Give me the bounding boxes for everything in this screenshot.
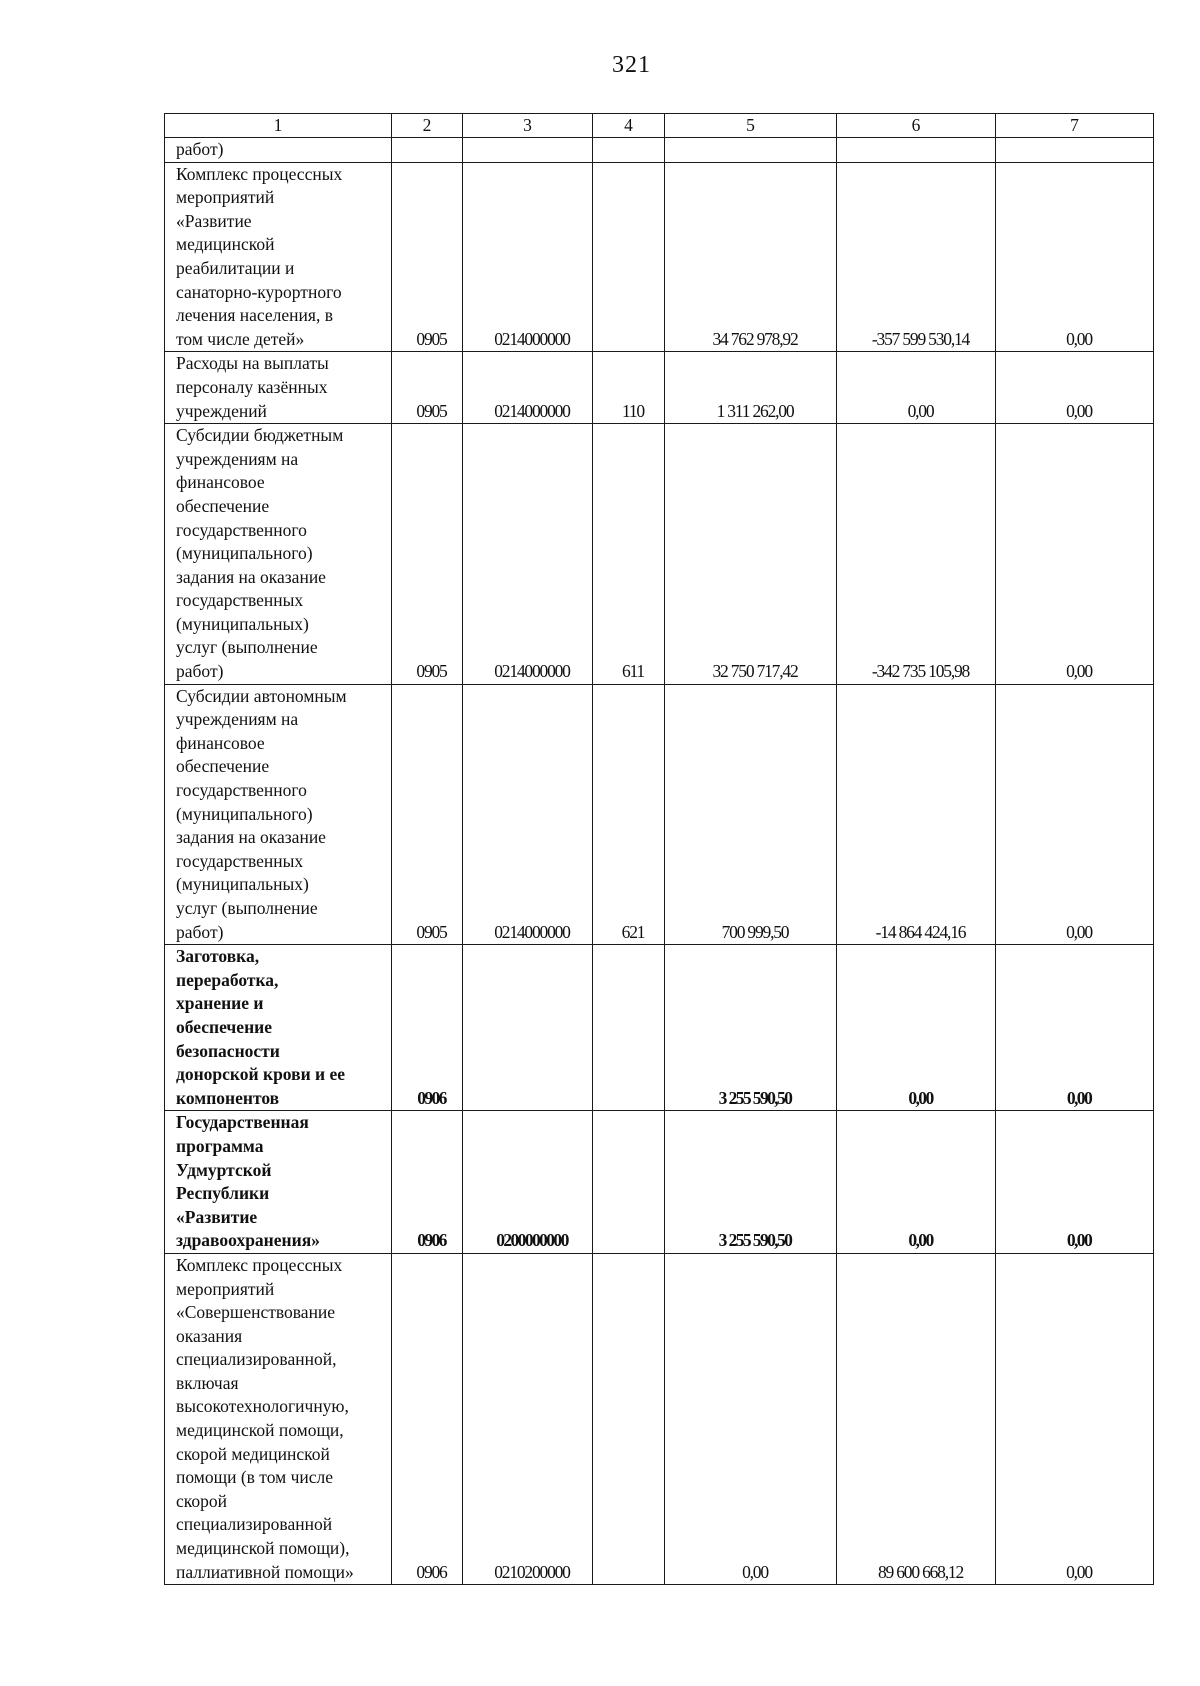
value-cell-c2: [392, 138, 463, 163]
value-cell-c5: 34 762 978,92: [665, 162, 837, 352]
row-name-cell: Субсидии автономным учреждениям на финансовое обеспечение государственного (муниципального) задания на оказание государственных (муниципальных) услуг (выполнение работ): [165, 684, 392, 945]
value-cell-c6: 0,00: [837, 352, 996, 424]
value-cell-c4: [593, 138, 665, 163]
value-cell-c7: 0,00: [996, 352, 1154, 424]
value-cell-c7: 0,00: [996, 162, 1154, 352]
value-cell-c5: [665, 138, 837, 163]
value-cell-c4: 621: [593, 684, 665, 945]
value-cell-c5: 3 255 590,50: [665, 1111, 837, 1254]
column-header: 2: [392, 114, 463, 138]
value-cell-c6: 0,00: [837, 945, 996, 1111]
value-cell-c4: [593, 162, 665, 352]
value-cell-c3: 0214000000: [463, 684, 593, 945]
value-cell-c6: -357 599 530,14: [837, 162, 996, 352]
table-row: [165, 138, 1154, 163]
value-cell-c5: 700 999,50: [665, 684, 837, 945]
value-cell-c7: 0,00: [996, 1253, 1154, 1584]
value-cell-c6: -342 735 105,98: [837, 424, 996, 685]
table-row: [165, 352, 1154, 424]
column-header: 3: [463, 114, 593, 138]
value-cell-c7: 0,00: [996, 1111, 1154, 1254]
value-cell-c2: 0905: [392, 684, 463, 945]
row-name-cell: Расходы на выплаты персоналу казённых учреждений: [165, 352, 392, 424]
column-header: 5: [665, 114, 837, 138]
value-cell-c7: [996, 138, 1154, 163]
value-cell-c4: 611: [593, 424, 665, 685]
value-cell-c3: [463, 138, 593, 163]
column-header: 7: [996, 114, 1154, 138]
value-cell-c3: [463, 945, 593, 1111]
column-header: 1: [165, 114, 392, 138]
column-header: 4: [593, 114, 665, 138]
value-cell-c2: 0906: [392, 1253, 463, 1584]
value-cell-c4: [593, 1253, 665, 1584]
value-cell-c6: 89 600 668,12: [837, 1253, 996, 1584]
table-row: [165, 945, 1154, 1111]
row-name-cell: Субсидии бюджетным учреждениям на финансовое обеспечение государственного (муниципального) задания на оказание государственных (муниципальных) услуг (выполнение работ): [165, 424, 392, 685]
value-cell-c6: 0,00: [837, 1111, 996, 1254]
value-cell-c4: 110: [593, 352, 665, 424]
row-name-cell: Комплекс процессных мероприятий «Развитие медицинской реабилитации и санаторно-курортного лечения населения, в том числе детей»: [165, 162, 392, 352]
value-cell-c4: [593, 945, 665, 1111]
value-cell-c2: 0906: [392, 945, 463, 1111]
value-cell-c5: 32 750 717,42: [665, 424, 837, 685]
value-cell-c3: 0214000000: [463, 162, 593, 352]
value-cell-c7: 0,00: [996, 945, 1154, 1111]
table-row: [165, 1111, 1154, 1254]
value-cell-c3: 0210200000: [463, 1253, 593, 1584]
row-name-cell: Комплекс процессных мероприятий «Совершенствование оказания специализированной, включая высокотехнологичную, медицинской помощи, скорой медицинской помощи (в том числе скорой специализированной медицинской помощи), паллиативной помощи»: [165, 1253, 392, 1584]
value-cell-c6: -14 864 424,16: [837, 684, 996, 945]
table-row: [165, 1253, 1154, 1584]
value-cell-c3: 0214000000: [463, 424, 593, 685]
value-cell-c2: 0905: [392, 352, 463, 424]
value-cell-c5: 0,00: [665, 1253, 837, 1584]
value-cell-c2: 0906: [392, 1111, 463, 1254]
value-cell-c5: 1 311 262,00: [665, 352, 837, 424]
header-row: [165, 114, 1154, 138]
value-cell-c2: 0905: [392, 424, 463, 685]
row-name-cell: Заготовка, переработка, хранение и обеспечение безопасности донорской крови и ее компонентов: [165, 945, 392, 1111]
value-cell-c7: 0,00: [996, 424, 1154, 685]
value-cell-c3: 0214000000: [463, 352, 593, 424]
value-cell-c7: 0,00: [996, 684, 1154, 945]
value-cell-c3: 0200000000: [463, 1111, 593, 1254]
value-cell-c4: [593, 1111, 665, 1254]
row-name-cell: работ): [165, 138, 392, 163]
budget-table: [164, 113, 1154, 1585]
table-row: [165, 684, 1154, 945]
page-number: 321: [612, 52, 651, 78]
table-row: [165, 162, 1154, 352]
value-cell-c5: 3 255 590,50: [665, 945, 837, 1111]
column-header: 6: [837, 114, 996, 138]
row-name-cell: Государственная программа Удмуртской Республики «Развитие здравоохранения»: [165, 1111, 392, 1254]
value-cell-c2: 0905: [392, 162, 463, 352]
table-row: [165, 424, 1154, 685]
value-cell-c6: [837, 138, 996, 163]
